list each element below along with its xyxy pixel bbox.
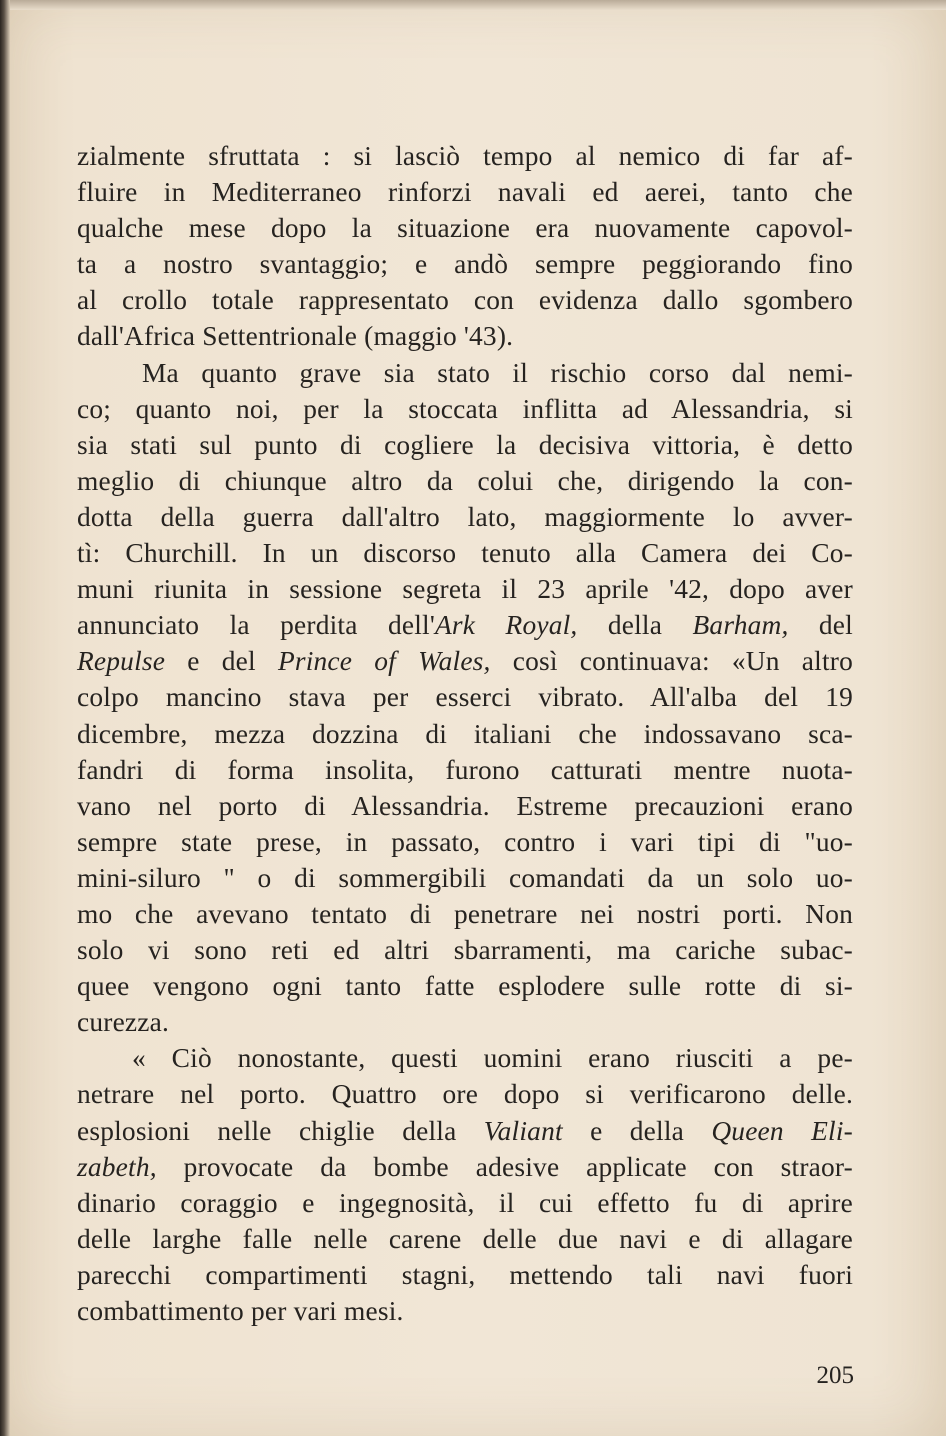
ship-name-queen-elizabeth: Queen Eli- <box>711 1115 854 1146</box>
body-text <box>77 138 853 1329</box>
ship-name-barham: Barham, <box>692 610 789 641</box>
text-line <box>77 1149 853 1185</box>
text-line: vano nel porto di Alessandria. Estreme precauzioni erano <box>77 790 853 821</box>
text-line <box>77 607 853 643</box>
text-line: solo vi sono reti ed altri sbarramenti, ma cariche subac- <box>77 935 853 966</box>
text-line: sia stati sul punto di cogliere la decisiva vittoria, è detto <box>77 429 853 460</box>
page-number: 205 <box>816 1362 854 1389</box>
text-line: tì: Churchill. In un discorso tenuto alla Camera dei Co- <box>77 538 853 569</box>
text-run: della <box>577 610 693 641</box>
text-line <box>77 1113 853 1149</box>
ship-name-repulse: Repulse <box>77 646 166 677</box>
page-top-edge <box>0 0 946 10</box>
text-line: combattimento per vari mesi. <box>77 1296 404 1326</box>
text-line: meglio di chiunque altro da colui che, dirigendo la con- <box>77 465 853 496</box>
text-line: dinario coraggio e ingegnosità, il cui effetto fu di aprire <box>77 1187 853 1218</box>
text-line: muni riunita in sessione segreta il 23 aprile '42, dopo aver <box>77 574 853 605</box>
text-line: sempre state prese, in passato, contro i vari tipi di "uo- <box>77 826 853 857</box>
text-run: e del <box>165 646 278 677</box>
text-line: mo che avevano tentato di penetrare nei nostri porti. Non <box>77 898 853 929</box>
text-line: zialmente sfruttata : si lasciò tempo al nemico di far af- <box>77 141 853 171</box>
text-run: e della <box>562 1115 712 1146</box>
text-line: quee vengono ogni tanto fatte esplodere sulle rotte di si- <box>77 971 853 1002</box>
text-line: Ma quanto grave sia stato il rischio corso dal nemi- <box>142 357 853 388</box>
text-line: co; quanto noi, per la stoccata inflitta ad Alessandria, si <box>77 393 853 424</box>
text-line: « Ciò nonostante, questi uomini erano riusciti a pe- <box>132 1043 853 1074</box>
text-line: qualche mese dopo la situazione era nuovamente capovol- <box>77 213 853 244</box>
text-run: così continuava: «Un altro <box>490 646 853 677</box>
text-line: colpo mancino stava per esserci vibrato. All'alba del 19 <box>77 682 853 713</box>
text-line: parecchi compartimenti stagni, mettendo tali navi fuori <box>77 1259 853 1290</box>
text-line: fandri di forma insolita, furono catturati mentre nuota- <box>77 754 853 785</box>
page-binding-edge <box>0 0 10 1436</box>
text-run: del <box>788 610 853 641</box>
text-line: al crollo totale rappresentato con evidenza dallo sgombero <box>77 285 853 316</box>
text-line: dotta della guerra dall'altro lato, maggiormente lo avver- <box>77 501 853 532</box>
text-line: curezza. <box>77 1007 170 1038</box>
text-line: dicembre, mezza dozzina di italiani che indossavano sca- <box>77 718 853 749</box>
text-line: mini-siluro " o di sommergibili comandati da un solo uo- <box>77 862 853 893</box>
text-line: delle larghe falle nelle carene delle due navi e di allagare <box>77 1223 853 1254</box>
ship-name-prince-of-wales: Prince of Wales, <box>277 646 491 677</box>
ship-name-valiant: Valiant <box>483 1115 563 1146</box>
text-line: netrare nel porto. Quattro ore dopo si verificarono delle. <box>77 1079 853 1110</box>
ship-name-queen-elizabeth-cont: zabeth, <box>77 1151 157 1182</box>
text-line: fluire in Mediterraneo rinforzi navali ed aerei, tanto che <box>77 177 853 208</box>
text-line: dall'Africa Settentrionale (maggio '43). <box>77 321 514 352</box>
text-run: annunciato la perdita dell' <box>77 610 435 641</box>
text-line: ta a nostro svantaggio; e andò sempre peggiorando fino <box>77 249 853 280</box>
ship-name-ark-royal: Ark Royal, <box>434 610 578 641</box>
text-line <box>77 643 853 679</box>
text-run: provocate da bombe adesive applicate con straor- <box>156 1151 853 1182</box>
text-run: esplosioni nelle chiglie della <box>77 1115 484 1146</box>
